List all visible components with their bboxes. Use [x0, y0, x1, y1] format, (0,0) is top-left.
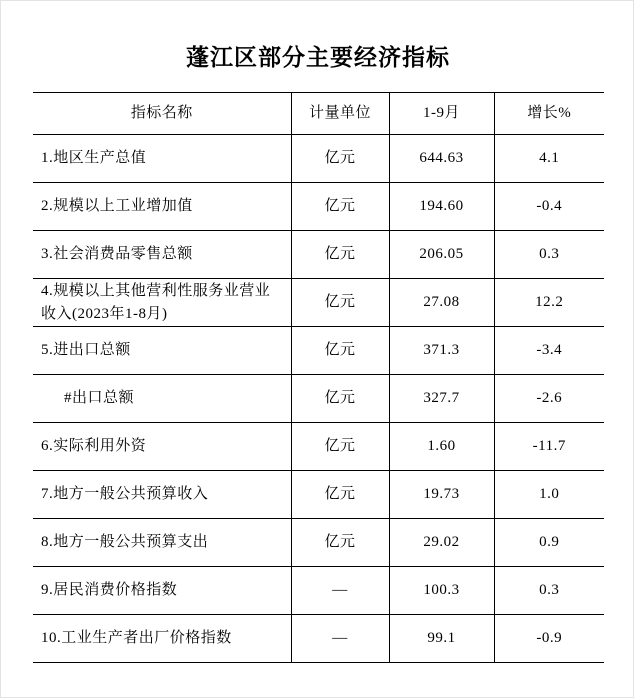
value-cell: 1.60: [389, 423, 494, 471]
value-cell: 194.60: [389, 183, 494, 231]
growth-cell: -11.7: [494, 423, 604, 471]
col-header-period: 1-9月: [389, 93, 494, 135]
indicator-name-cell: 6.实际利用外资: [33, 423, 291, 471]
value-cell: 99.1: [389, 615, 494, 663]
growth-cell: -0.4: [494, 183, 604, 231]
table-row: [33, 471, 604, 519]
value-cell: 206.05: [389, 231, 494, 279]
value-cell: 100.3: [389, 567, 494, 615]
value-cell: 644.63: [389, 135, 494, 183]
value-cell: 27.08: [389, 279, 494, 327]
indicator-name-cell: 9.居民消费价格指数: [33, 567, 291, 615]
table-row: [33, 135, 604, 183]
unit-cell: 亿元: [291, 135, 389, 183]
growth-cell: -0.9: [494, 615, 604, 663]
value-cell: 371.3: [389, 327, 494, 375]
col-header-growth: 增长%: [494, 93, 604, 135]
growth-cell: 1.0: [494, 471, 604, 519]
table-row: [33, 231, 604, 279]
unit-cell: 亿元: [291, 279, 389, 327]
indicator-name-cell: 3.社会消费品零售总额: [33, 231, 291, 279]
table-row: [33, 183, 604, 231]
table-row: [33, 567, 604, 615]
growth-cell: -2.6: [494, 375, 604, 423]
indicator-name-cell: 4.规模以上其他营利性服务业营业收入(2023年1-8月): [33, 279, 291, 327]
value-cell: 29.02: [389, 519, 494, 567]
col-header-indicator: 指标名称: [33, 93, 291, 135]
table-row: [33, 615, 604, 663]
indicator-name-cell: 10.工业生产者出厂价格指数: [33, 615, 291, 663]
table-row: [33, 375, 604, 423]
table-row: [33, 423, 604, 471]
table-row: [33, 279, 604, 327]
growth-cell: 0.9: [494, 519, 604, 567]
indicator-name-cell: 1.地区生产总值: [33, 135, 291, 183]
growth-cell: 0.3: [494, 231, 604, 279]
unit-cell: —: [291, 567, 389, 615]
growth-cell: 0.3: [494, 567, 604, 615]
unit-cell: 亿元: [291, 375, 389, 423]
indicator-name-cell: #出口总额: [33, 375, 291, 423]
indicator-name-cell: 5.进出口总额: [33, 327, 291, 375]
economic-indicators-table: [33, 92, 604, 663]
indicator-name-cell: 2.规模以上工业增加值: [33, 183, 291, 231]
value-cell: 19.73: [389, 471, 494, 519]
unit-cell: 亿元: [291, 183, 389, 231]
growth-cell: 12.2: [494, 279, 604, 327]
header-row: [33, 93, 604, 135]
value-cell: 327.7: [389, 375, 494, 423]
unit-cell: 亿元: [291, 327, 389, 375]
growth-cell: 4.1: [494, 135, 604, 183]
unit-cell: 亿元: [291, 423, 389, 471]
table-row: [33, 327, 604, 375]
unit-cell: 亿元: [291, 231, 389, 279]
col-header-unit: 计量单位: [291, 93, 389, 135]
growth-cell: -3.4: [494, 327, 604, 375]
unit-cell: 亿元: [291, 471, 389, 519]
page-title: 蓬江区部分主要经济指标: [186, 45, 450, 70]
unit-cell: 亿元: [291, 519, 389, 567]
indicator-name-cell: 7.地方一般公共预算收入: [33, 471, 291, 519]
unit-cell: —: [291, 615, 389, 663]
indicator-name-cell: 8.地方一般公共预算支出: [33, 519, 291, 567]
table-row: [33, 519, 604, 567]
